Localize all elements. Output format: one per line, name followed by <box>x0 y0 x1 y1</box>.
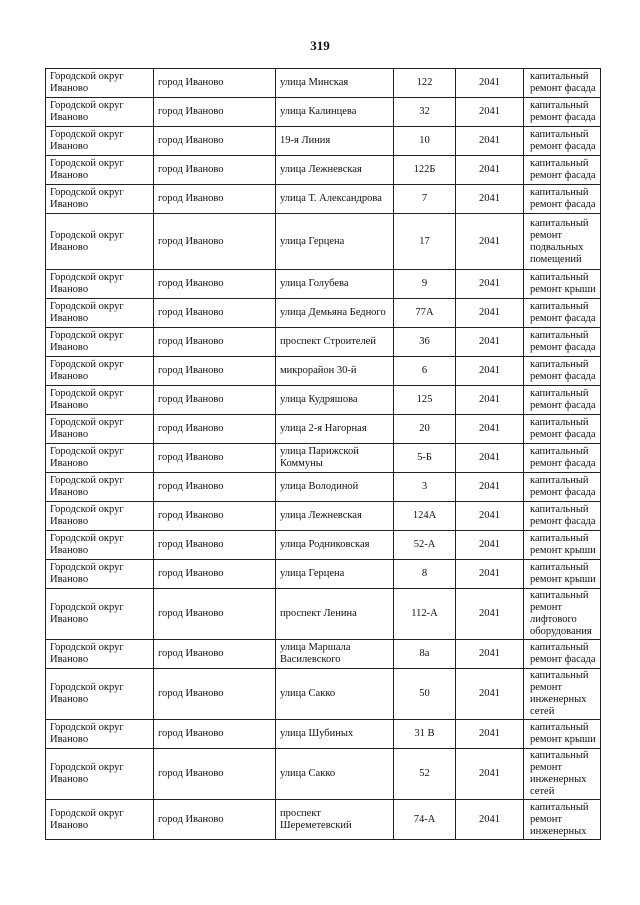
cell-street: проспект Строителей <box>276 328 394 357</box>
cell-district: Городской округ Иваново <box>46 357 154 386</box>
cell-house-number: 52-А <box>394 531 456 560</box>
table-row <box>46 669 601 720</box>
table-row <box>46 69 601 98</box>
cell-city: город Иваново <box>154 328 276 357</box>
cell-year: 2041 <box>456 640 524 669</box>
cell-district: Городской округ Иваново <box>46 589 154 640</box>
cell-street: улица Герцена <box>276 214 394 270</box>
cell-district: Городской округ Иваново <box>46 270 154 299</box>
cell-street: улица Сакко <box>276 749 394 800</box>
cell-year: 2041 <box>456 328 524 357</box>
table-row <box>46 444 601 473</box>
cell-house-number: 50 <box>394 669 456 720</box>
cell-district: Городской округ Иваново <box>46 386 154 415</box>
cell-house-number: 31 В <box>394 720 456 749</box>
cell-street: улица 2-я Нагорная <box>276 415 394 444</box>
cell-district: Городской округ Иваново <box>46 473 154 502</box>
cell-work-type: капитальный ремонт фасада <box>524 156 601 185</box>
cell-city: город Иваново <box>154 589 276 640</box>
cell-work-type: капитальный ремонт фасада <box>524 127 601 156</box>
cell-district: Городской округ Иваново <box>46 98 154 127</box>
cell-work-type: капитальный ремонт фасада <box>524 185 601 214</box>
cell-work-type: капитальный ремонт фасада <box>524 328 601 357</box>
cell-house-number: 112-А <box>394 589 456 640</box>
cell-street: улица Демьяна Бедного <box>276 299 394 328</box>
cell-street: улица Сакко <box>276 669 394 720</box>
cell-street: проспект Шереметевский <box>276 800 394 840</box>
cell-year: 2041 <box>456 473 524 502</box>
cell-city: город Иваново <box>154 299 276 328</box>
cell-year: 2041 <box>456 69 524 98</box>
cell-work-type: капитальный ремонт лифтового оборудования <box>524 589 601 640</box>
cell-house-number: 20 <box>394 415 456 444</box>
cell-district: Городской округ Иваново <box>46 69 154 98</box>
cell-year: 2041 <box>456 560 524 589</box>
cell-district: Городской округ Иваново <box>46 669 154 720</box>
cell-work-type: капитальный ремонт инженерных сетей <box>524 749 601 800</box>
table-row <box>46 299 601 328</box>
cell-city: город Иваново <box>154 502 276 531</box>
cell-house-number: 10 <box>394 127 456 156</box>
cell-district: Городской округ Иваново <box>46 214 154 270</box>
table-row <box>46 127 601 156</box>
cell-city: город Иваново <box>154 640 276 669</box>
table-row <box>46 357 601 386</box>
cell-city: город Иваново <box>154 531 276 560</box>
cell-work-type: капитальный ремонт крыши <box>524 720 601 749</box>
table-row <box>46 386 601 415</box>
cell-street: улица Герцена <box>276 560 394 589</box>
cell-work-type: капитальный ремонт фасада <box>524 98 601 127</box>
cell-district: Городской округ Иваново <box>46 328 154 357</box>
table-row <box>46 156 601 185</box>
cell-house-number: 8а <box>394 640 456 669</box>
cell-house-number: 122 <box>394 69 456 98</box>
cell-city: город Иваново <box>154 127 276 156</box>
cell-house-number: 36 <box>394 328 456 357</box>
cell-house-number: 3 <box>394 473 456 502</box>
table-row <box>46 640 601 669</box>
cell-year: 2041 <box>456 299 524 328</box>
cell-street: улица Т. Александрова <box>276 185 394 214</box>
page-number: 319 <box>310 38 330 53</box>
cell-year: 2041 <box>456 127 524 156</box>
table-row <box>46 185 601 214</box>
cell-work-type: капитальный ремонт инженерных <box>524 800 601 840</box>
cell-district: Городской округ Иваново <box>46 185 154 214</box>
cell-year: 2041 <box>456 386 524 415</box>
cell-city: город Иваново <box>154 669 276 720</box>
cell-work-type: капитальный ремонт фасада <box>524 502 601 531</box>
cell-street: 19-я Линия <box>276 127 394 156</box>
table-row <box>46 473 601 502</box>
cell-street: улица Лежневская <box>276 502 394 531</box>
cell-year: 2041 <box>456 185 524 214</box>
cell-street: улица Калинцева <box>276 98 394 127</box>
table-row <box>46 720 601 749</box>
cell-house-number: 7 <box>394 185 456 214</box>
cell-district: Городской округ Иваново <box>46 800 154 840</box>
cell-year: 2041 <box>456 270 524 299</box>
cell-city: город Иваново <box>154 156 276 185</box>
cell-year: 2041 <box>456 214 524 270</box>
cell-work-type: капитальный ремонт фасада <box>524 386 601 415</box>
cell-house-number: 17 <box>394 214 456 270</box>
cell-district: Городской округ Иваново <box>46 531 154 560</box>
cell-city: город Иваново <box>154 749 276 800</box>
table-row <box>46 531 601 560</box>
cell-work-type: капитальный ремонт крыши <box>524 270 601 299</box>
cell-year: 2041 <box>456 156 524 185</box>
cell-house-number: 9 <box>394 270 456 299</box>
cell-district: Городской округ Иваново <box>46 127 154 156</box>
table-row <box>46 415 601 444</box>
cell-street: улица Голубева <box>276 270 394 299</box>
cell-street: улица Маршала Василевского <box>276 640 394 669</box>
cell-work-type: капитальный ремонт фасада <box>524 473 601 502</box>
cell-city: город Иваново <box>154 98 276 127</box>
cell-year: 2041 <box>456 531 524 560</box>
cell-district: Городской округ Иваново <box>46 560 154 589</box>
cell-year: 2041 <box>456 98 524 127</box>
cell-year: 2041 <box>456 444 524 473</box>
cell-city: город Иваново <box>154 185 276 214</box>
cell-year: 2041 <box>456 669 524 720</box>
cell-year: 2041 <box>456 589 524 640</box>
cell-year: 2041 <box>456 357 524 386</box>
cell-house-number: 122Б <box>394 156 456 185</box>
cell-house-number: 125 <box>394 386 456 415</box>
cell-street: улица Кудряшова <box>276 386 394 415</box>
cell-street: улица Лежневская <box>276 156 394 185</box>
cell-house-number: 77А <box>394 299 456 328</box>
cell-house-number: 6 <box>394 357 456 386</box>
cell-district: Городской округ Иваново <box>46 415 154 444</box>
cell-house-number: 5-Б <box>394 444 456 473</box>
cell-city: город Иваново <box>154 214 276 270</box>
cell-house-number: 74-А <box>394 800 456 840</box>
cell-district: Городской округ Иваново <box>46 444 154 473</box>
cell-city: город Иваново <box>154 560 276 589</box>
cell-house-number: 32 <box>394 98 456 127</box>
cell-year: 2041 <box>456 502 524 531</box>
table-row <box>46 328 601 357</box>
table-row <box>46 98 601 127</box>
cell-district: Городской округ Иваново <box>46 640 154 669</box>
table-row <box>46 589 601 640</box>
repair-program-table <box>45 68 601 840</box>
cell-street: улица Минская <box>276 69 394 98</box>
cell-street: улица Родниковская <box>276 531 394 560</box>
cell-district: Городской округ Иваново <box>46 299 154 328</box>
cell-work-type: капитальный ремонт крыши <box>524 531 601 560</box>
cell-work-type: капитальный ремонт фасада <box>524 444 601 473</box>
cell-city: город Иваново <box>154 473 276 502</box>
cell-year: 2041 <box>456 749 524 800</box>
cell-city: город Иваново <box>154 800 276 840</box>
cell-city: город Иваново <box>154 357 276 386</box>
cell-city: город Иваново <box>154 386 276 415</box>
cell-city: город Иваново <box>154 415 276 444</box>
cell-city: город Иваново <box>154 720 276 749</box>
cell-city: город Иваново <box>154 270 276 299</box>
cell-work-type: капитальный ремонт инженерных сетей <box>524 669 601 720</box>
cell-house-number: 124А <box>394 502 456 531</box>
table-row <box>46 749 601 800</box>
cell-work-type: капитальный ремонт подвальных помещений <box>524 214 601 270</box>
cell-work-type: капитальный ремонт фасада <box>524 69 601 98</box>
cell-district: Городской округ Иваново <box>46 502 154 531</box>
cell-city: город Иваново <box>154 444 276 473</box>
cell-district: Городской округ Иваново <box>46 749 154 800</box>
table-row <box>46 800 601 840</box>
table-row <box>46 270 601 299</box>
cell-district: Городской округ Иваново <box>46 720 154 749</box>
cell-street: улица Парижской Коммуны <box>276 444 394 473</box>
cell-work-type: капитальный ремонт фасада <box>524 640 601 669</box>
cell-street: улица Володиной <box>276 473 394 502</box>
cell-street: проспект Ленина <box>276 589 394 640</box>
cell-work-type: капитальный ремонт фасада <box>524 415 601 444</box>
cell-district: Городской округ Иваново <box>46 156 154 185</box>
table-row <box>46 502 601 531</box>
cell-year: 2041 <box>456 415 524 444</box>
cell-year: 2041 <box>456 800 524 840</box>
cell-work-type: капитальный ремонт фасада <box>524 299 601 328</box>
cell-street: улица Шубиных <box>276 720 394 749</box>
cell-work-type: капитальный ремонт фасада <box>524 357 601 386</box>
table-row <box>46 214 601 270</box>
cell-house-number: 8 <box>394 560 456 589</box>
cell-street: микрорайон 30-й <box>276 357 394 386</box>
cell-house-number: 52 <box>394 749 456 800</box>
cell-work-type: капитальный ремонт крыши <box>524 560 601 589</box>
table-row <box>46 560 601 589</box>
cell-city: город Иваново <box>154 69 276 98</box>
cell-year: 2041 <box>456 720 524 749</box>
